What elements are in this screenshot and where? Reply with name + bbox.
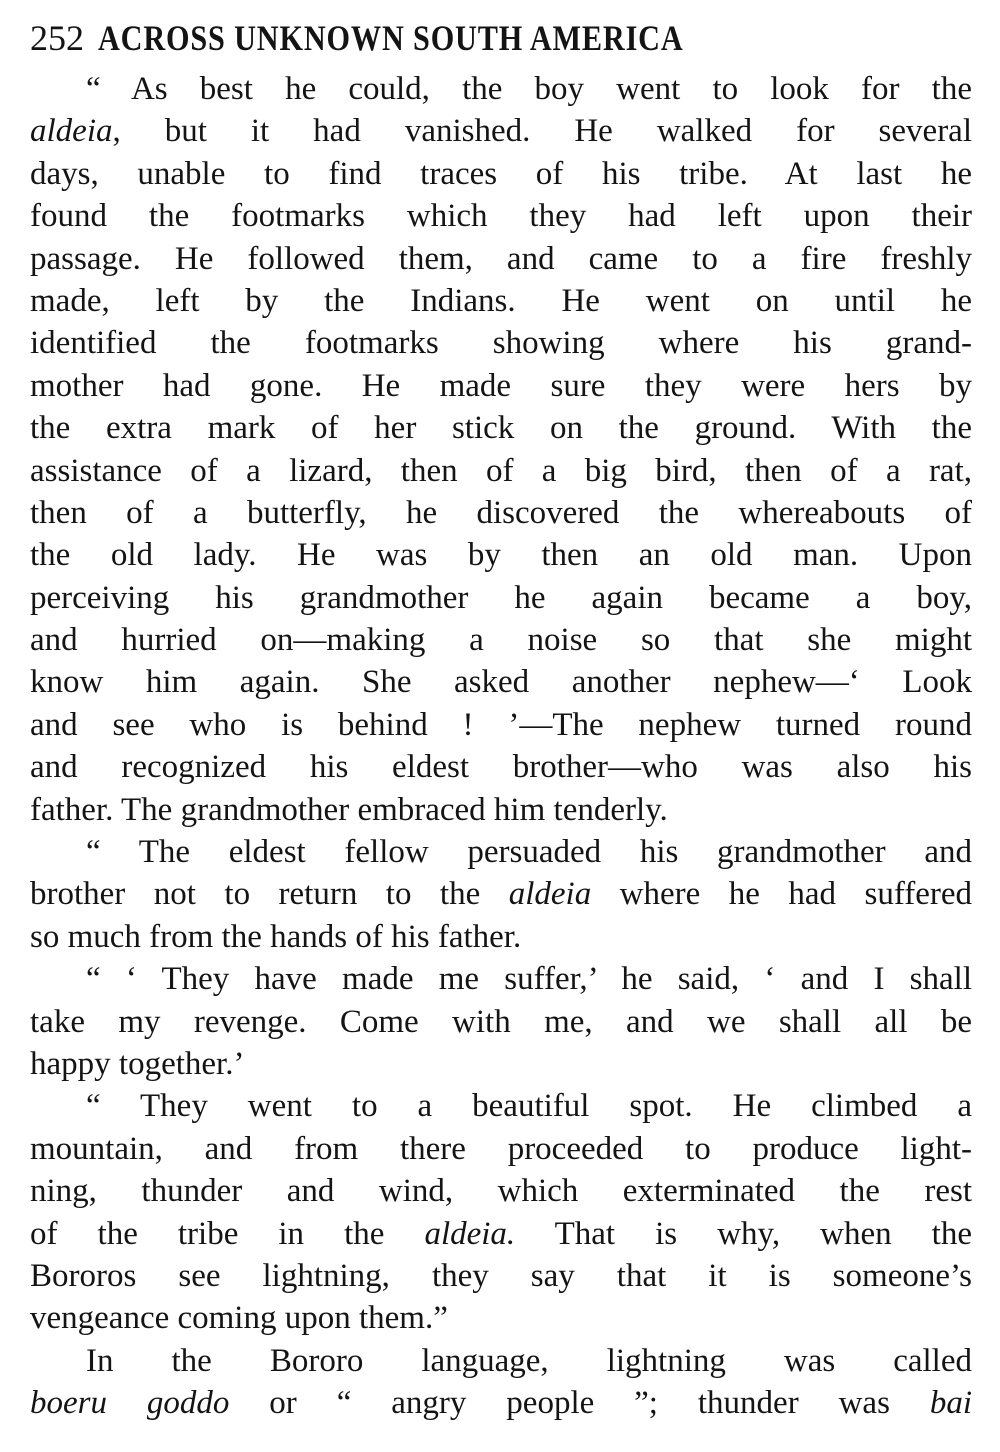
italic-text: aldeia. bbox=[424, 1215, 516, 1252]
text-segment: days, unable to find traces of his tribe. At last he bbox=[30, 155, 972, 192]
text-segment: vengeance coming upon them.” bbox=[30, 1300, 448, 1337]
text-line bbox=[30, 492, 972, 534]
text-segment: father. The grandmother embraced him tenderly. bbox=[30, 791, 668, 828]
running-title: ACROSS UNKNOWN SOUTH AMERICA bbox=[98, 18, 684, 58]
page-number: 252 bbox=[30, 18, 84, 58]
text-segment: In the Bororo language, lightning was called bbox=[86, 1342, 972, 1379]
text-line bbox=[30, 280, 972, 322]
text-segment: mother had gone. He made sure they were hers by bbox=[30, 367, 972, 404]
text-segment: or “ angry people ”; thunder was bbox=[229, 1385, 930, 1422]
text-line bbox=[30, 195, 972, 237]
text-line bbox=[30, 450, 972, 492]
text-line bbox=[30, 1297, 972, 1339]
text-line bbox=[30, 110, 972, 152]
text-line bbox=[30, 534, 972, 576]
text-line bbox=[30, 619, 972, 661]
text-segment: ning, thunder and wind, which exterminated the rest bbox=[30, 1173, 972, 1210]
page-header bbox=[30, 16, 972, 60]
text-line bbox=[30, 1043, 972, 1085]
text-segment: take my revenge. Come with me, and we shall all be bbox=[30, 1003, 972, 1040]
text-segment: perceiving his grandmother he again became a boy, bbox=[30, 579, 972, 616]
text-line bbox=[30, 1085, 972, 1127]
text-line bbox=[30, 365, 972, 407]
italic-text: aldeia bbox=[30, 113, 113, 150]
text-segment: , but it had vanished. He walked for several bbox=[112, 113, 972, 150]
italic-text: bai bbox=[929, 1385, 972, 1422]
text-segment: of the tribe in the bbox=[30, 1215, 425, 1252]
text-segment: then of a butterfly, he discovered the whereabouts of bbox=[30, 494, 972, 531]
book-page bbox=[30, 16, 972, 1425]
text-line bbox=[30, 153, 972, 195]
text-line bbox=[30, 1001, 972, 1043]
text-segment: know him again. She asked another nephew—‘ Look bbox=[30, 664, 972, 701]
body-text bbox=[30, 68, 972, 1425]
text-line bbox=[30, 873, 972, 915]
text-line bbox=[30, 831, 972, 873]
text-line bbox=[30, 789, 972, 831]
text-segment: “ The eldest fellow persuaded his grandmother and bbox=[86, 834, 972, 871]
text-line bbox=[30, 916, 972, 958]
text-line bbox=[30, 1128, 972, 1170]
text-line bbox=[30, 322, 972, 364]
text-segment: and see who is behind ! ’—The nephew turned round bbox=[30, 706, 972, 743]
text-segment: where he had suffered bbox=[591, 876, 972, 913]
text-segment: happy together.’ bbox=[30, 1045, 245, 1082]
text-segment: brother not to return to the bbox=[30, 876, 509, 913]
text-line bbox=[30, 68, 972, 110]
italic-text: boeru goddo bbox=[30, 1385, 230, 1422]
text-segment: made, left by the Indians. He went on until he bbox=[30, 282, 972, 319]
text-line bbox=[30, 746, 972, 788]
text-line bbox=[30, 407, 972, 449]
text-segment: “ As best he could, the boy went to look for the bbox=[86, 71, 972, 107]
italic-text: aldeia bbox=[508, 876, 592, 913]
text-line bbox=[30, 1382, 972, 1424]
text-segment: identified the footmarks showing where his grand- bbox=[30, 325, 972, 362]
text-segment: and recognized his eldest brother—who was also his bbox=[30, 749, 972, 786]
text-line bbox=[30, 577, 972, 619]
text-segment: That is why, when the bbox=[515, 1215, 972, 1252]
text-line bbox=[30, 1170, 972, 1212]
text-line bbox=[30, 238, 972, 280]
text-line bbox=[30, 1255, 972, 1297]
text-segment: the old lady. He was by then an old man. Upon bbox=[30, 537, 972, 574]
text-segment: assistance of a lizard, then of a big bird, then of a rat, bbox=[30, 452, 972, 489]
text-line bbox=[30, 661, 972, 703]
text-segment: “ ‘ They have made me suffer,’ he said, ‘ and I shall bbox=[86, 961, 972, 998]
text-segment: passage. He followed them, and came to a fire freshly bbox=[30, 240, 972, 277]
text-line bbox=[30, 958, 972, 1000]
text-line bbox=[30, 1213, 972, 1255]
text-segment: “ They went to a beautiful spot. He climbed a bbox=[86, 1088, 972, 1125]
text-line bbox=[30, 1340, 972, 1382]
text-segment: and hurried on—making a noise so that she might bbox=[30, 622, 972, 659]
text-segment: found the footmarks which they had left upon their bbox=[30, 198, 972, 235]
text-segment: Bororos see lightning, they say that it is someone’s bbox=[30, 1257, 972, 1294]
text-line bbox=[30, 704, 972, 746]
text-segment: mountain, and from there proceeded to produce light- bbox=[30, 1130, 972, 1167]
text-segment: so much from the hands of his father. bbox=[30, 918, 522, 955]
text-segment: the extra mark of her stick on the ground. With the bbox=[30, 410, 972, 447]
